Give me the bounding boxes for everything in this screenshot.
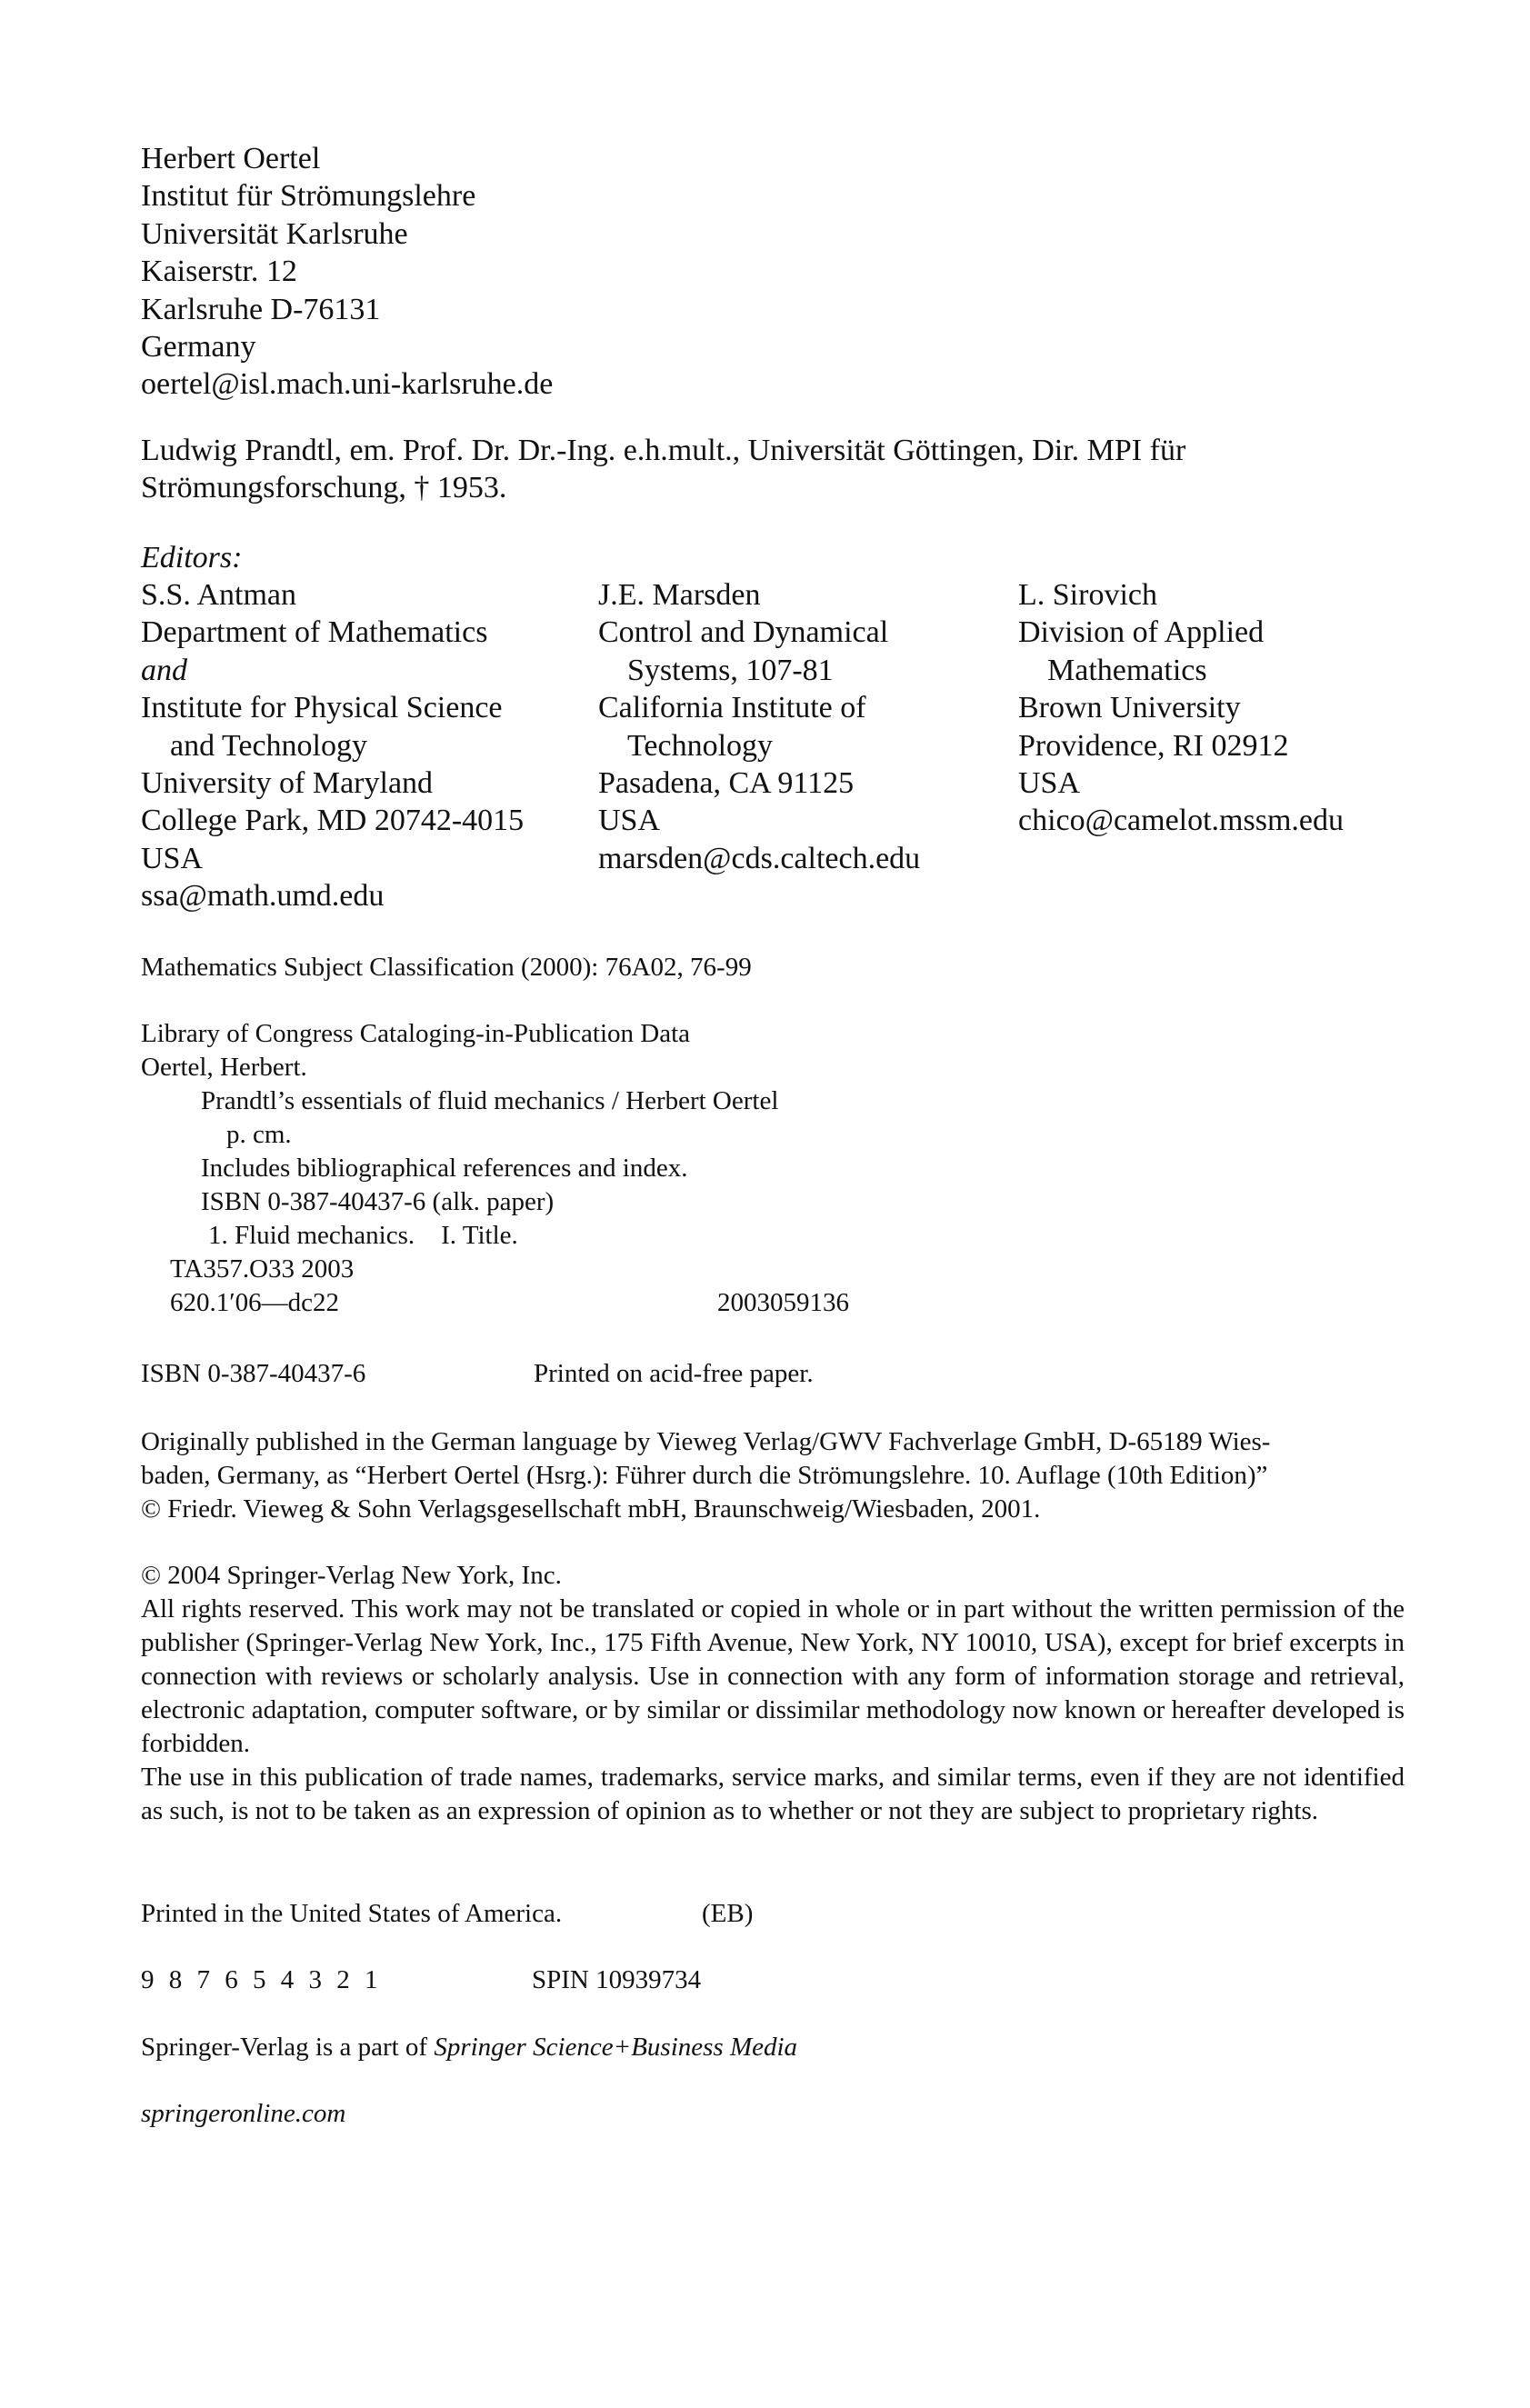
trademarks-paragraph: The use in this publication of trade names, trademarks, service marks, and similar terms, even if they are not identified as such, is not to be taken as an expression of opinion as to whether or not they are subject to proprietary rights. — [141, 1763, 1405, 1825]
editor-marsden-email: marsden@cds.caltech.edu — [598, 841, 921, 875]
editor-antman-dept: Department of Mathematics — [141, 615, 488, 650]
original-line-2: baden, Germany, as “Herbert Oertel (Hsrg.): Führer durch die Strömungslehre. 10. Auflage (10th Edition)” — [141, 1461, 1268, 1490]
cip-includes: Includes bibliographical references and index. — [201, 1154, 688, 1183]
cip-heading: Library of Congress Cataloging-in-Publication Data — [141, 1019, 691, 1048]
editor-marsden-dept-cont: Systems, 107-81 — [627, 653, 834, 687]
prandtl-line-2: Strömungsforschung, † 1953. — [141, 471, 507, 505]
editor-marsden-institute: California Institute of — [598, 691, 866, 725]
cip-lcc: TA357.O33 2003 — [170, 1254, 355, 1284]
cip-ddc: 620.1′06—dc22 — [170, 1288, 339, 1317]
editor-sirovich-dept-cont: Mathematics — [1047, 653, 1207, 687]
original-line-3: © Friedr. Vieweg & Sohn Verlagsgesellschaft mbH, Braunschweig/Wiesbaden, 2001. — [141, 1494, 1041, 1524]
publisher-line — [141, 2031, 1405, 2064]
editor-antman-country: USA — [141, 841, 204, 875]
author-email: oertel@isl.mach.uni-karlsruhe.de — [141, 367, 554, 402]
editors-heading: Editors: — [141, 541, 243, 575]
printing-line — [141, 1963, 1405, 1997]
spin-number: SPIN 10939734 — [532, 1965, 702, 1994]
cip-data — [141, 1017, 1405, 1320]
editor-sirovich-city: Providence, RI 02912 — [1018, 728, 1289, 763]
editor-marsden-institute-cont: Technology — [627, 728, 774, 763]
editor-antman-institute-cont: and Technology — [170, 728, 367, 763]
editor-marsden — [598, 576, 920, 877]
editor-sirovich-university: Brown University — [1018, 691, 1241, 725]
acid-free-note: Printed on acid-free paper. — [534, 1359, 814, 1388]
publisher-prefix: Springer-Verlag is a part of — [141, 2033, 428, 2062]
editor-sirovich-dept: Division of Applied — [1018, 615, 1265, 650]
subject-classification: Mathematics Subject Classification (2000): 76A02, 76-99 — [141, 953, 752, 982]
author-street: Kaiserstr. 12 — [141, 255, 297, 289]
cip-isbn: ISBN 0-387-40437-6 (alk. paper) — [201, 1187, 555, 1216]
rights-paragraph: All rights reserved. This work may not be translated or copied in whole or in part without the written permission of the publisher (Springer-Verlag New York, Inc., 175 Fifth Avenue, New York, NY 10010, USA), except for brief excerpts in connection with reviews or scholarly analysis. Use in connection with any form of information storage and retrieval, electronic adaptation, computer software, or by similar or dissimilar methodology now known or hereafter developed is forbidden. — [141, 1594, 1405, 1758]
author-institute: Institut für Strömungslehre — [141, 179, 476, 214]
author-country: Germany — [141, 330, 256, 365]
editor-antman-institute: Institute for Physical Science — [141, 691, 503, 725]
printed-in — [141, 1897, 1405, 1931]
printed-text: Printed in the United States of America. — [141, 1899, 563, 1928]
copyright-notice — [141, 1559, 1405, 1828]
editor-sirovich-email: chico@camelot.mssm.edu — [1018, 804, 1344, 838]
author-name: Herbert Oertel — [141, 142, 321, 175]
author-city: Karlsruhe D-76131 — [141, 292, 381, 326]
cip-subjects: 1. Fluid mechanics. I. Title. — [208, 1221, 518, 1250]
editors-columns — [141, 576, 1405, 922]
printed-row — [141, 1897, 1405, 1931]
editor-antman-email: ssa@math.umd.edu — [141, 879, 385, 914]
editor-marsden-dept: Control and Dynamical — [598, 615, 889, 650]
editor-antman-and: and — [141, 653, 187, 687]
cip-lccn: 2003059136 — [717, 1288, 849, 1317]
author-university: Universität Karlsruhe — [141, 216, 408, 251]
publisher-group: Springer Science+Business Media — [434, 2033, 798, 2062]
publisher-website[interactable]: springeronline.com — [141, 2099, 346, 2128]
cip-classification-row — [141, 1286, 1405, 1320]
prandtl-note — [141, 432, 1405, 507]
editor-marsden-name: J.E. Marsden — [598, 578, 761, 612]
editor-sirovich — [1018, 576, 1344, 840]
author-address — [141, 140, 1405, 404]
original-line-1: Originally published in the German language by Vieweg Verlag/GWV Fachverlage GmbH, D-65189 Wies- — [141, 1427, 1271, 1456]
editor-antman-name: S.S. Antman — [141, 578, 296, 612]
publisher-text — [141, 2031, 1405, 2064]
cip-pages: p. cm. — [226, 1120, 292, 1149]
editor-sirovich-country: USA — [1018, 766, 1081, 801]
isbn-row — [141, 1357, 1405, 1391]
printing-row — [141, 1963, 1405, 1997]
isbn: ISBN 0-387-40437-6 — [141, 1359, 366, 1388]
editor-sirovich-name: L. Sirovich — [1018, 578, 1157, 612]
editor-marsden-city: Pasadena, CA 91125 — [598, 766, 855, 801]
editor-marsden-country: USA — [598, 804, 661, 838]
editor-antman — [141, 576, 524, 915]
printing-numbers: 9 8 7 6 5 4 3 2 1 — [141, 1965, 378, 1994]
cip-title: Prandtl’s essentials of fluid mechanics / Herbert Oertel — [201, 1086, 779, 1115]
cip-author: Oertel, Herbert. — [141, 1053, 307, 1082]
printed-code: (EB) — [702, 1899, 754, 1928]
prandtl-line-1: Ludwig Prandtl, em. Prof. Dr. Dr.-Ing. e.h.mult., Universität Göttingen, Dir. MPI für — [141, 434, 1186, 467]
isbn-line — [141, 1357, 1405, 1391]
editor-antman-city: College Park, MD 20742-4015 — [141, 804, 525, 838]
copyright-line: © 2004 Springer-Verlag New York, Inc. — [141, 1561, 562, 1590]
editor-antman-university: University of Maryland — [141, 766, 434, 801]
original-publication — [141, 1425, 1405, 1526]
